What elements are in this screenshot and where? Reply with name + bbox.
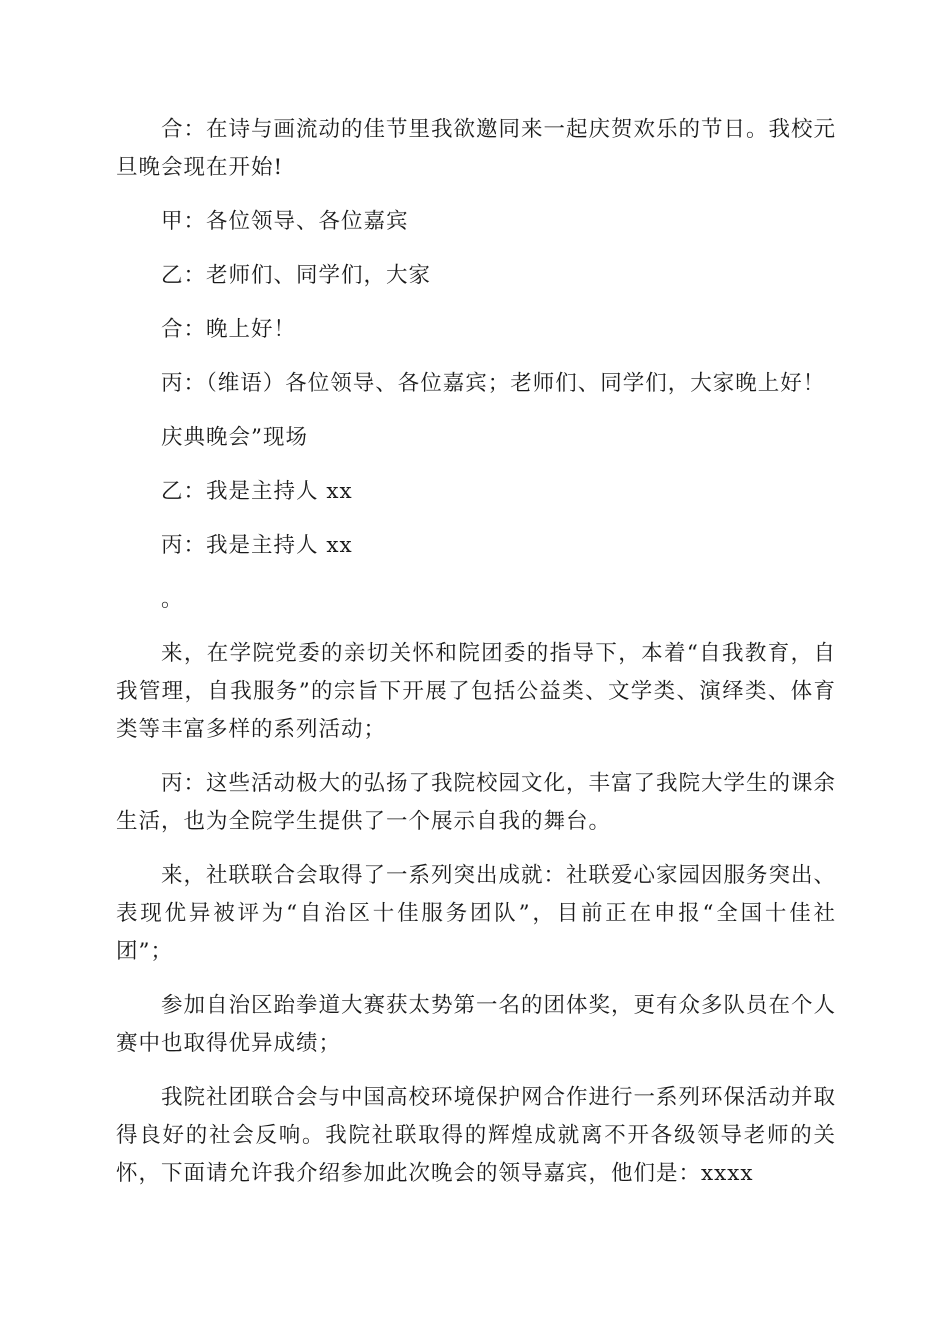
- paragraph: 合：晚上好！: [161, 317, 297, 342]
- paragraph: 合：在诗与画流动的佳节里我欲邀同来一起庆贺欢乐的节日。我校元旦晚会现在开始!: [116, 117, 837, 180]
- paragraph: 丙：这些活动极大的弘扬了我院校园文化，丰富了我院大学生的课余生活，也为全院学生提供了一个展示自我的舞台。: [116, 771, 837, 834]
- paragraph: 庆典晚会”现场: [161, 425, 308, 450]
- paragraph: 来，在学院党委的亲切关怀和院团委的指导下，本着“自我教育，自我管理，自我服务”的宗旨下开展了包括公益类、文学类、演绎类、体育类等丰富多样的系列活动；: [116, 641, 836, 742]
- paragraph: 丙：（维语）各位领导、各位嘉宾；老师们、同学们，大家晚上好！: [161, 371, 826, 396]
- document-body: [116, 111, 836, 1209]
- paragraph: 乙：老师们、同学们，大家: [161, 263, 432, 288]
- paragraph: 来，社联联合会取得了一系列突出成就：社联爱心家园因服务突出、表现优异被评为“自治区十佳服务团队”，目前正在申报“全国十佳社团”；: [116, 863, 837, 964]
- paragraph: 乙：我是主持人 xx: [161, 479, 353, 504]
- paragraph: 丙：我是主持人 xx: [161, 533, 353, 558]
- paragraph: 参加自治区跆拳道大赛获太势第一名的团体奖，更有众多队员在个人赛中也取得优异成绩；: [116, 993, 837, 1056]
- paragraph: 甲：各位领导、各位嘉宾: [161, 209, 409, 234]
- paragraph: 。: [161, 587, 184, 612]
- paragraph: 我院社团联合会与中国高校环境保护网合作进行一系列环保活动并取得良好的社会反响。我院社联取得的辉煌成就离不开各级领导老师的关怀，下面请允许我介绍参加此次晚会的领导嘉宾，他们是：xxxx: [116, 1085, 837, 1186]
